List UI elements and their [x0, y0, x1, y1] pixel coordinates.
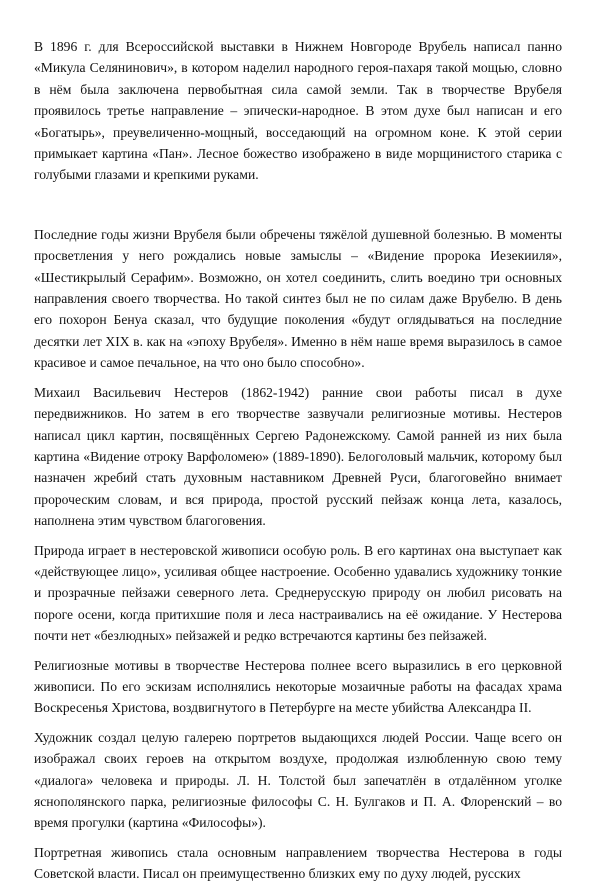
paragraph-nesterov-portraits: Художник создал целую галерею портретов выдающихся людей России. Чаще всего он изображал своих героев на открытом воздухе, продолжая излюбленную свою тему «диалога» человека и природы. Л. Н. Толстой был запечатлён в отдалённом уголке яснополянского парка, религиозные философы С. Н. Булгаков и П. А. Флоренский – во время прогулки (картина «Философы»). — [34, 729, 562, 831]
paragraph-nesterov-nature: Природа играет в нестеровской живописи особую роль. В его картинах она выступает как «действующее лицо», усиливая общее настроение. Особенно удавались художнику тонкие и прозрачные пейзажи северного лета. Среднерусскую природу он любил рисовать на пороге осени, когда притихшие поля и леса настраивались на её ожидание. У Нестерова почти нет «безлюдных» пейзажей и редко встречаются картины без пейзажей. — [34, 542, 562, 644]
paragraph-nesterov-intro: Михаил Васильевич Нестеров (1862-1942) ранние свои работы писал в духе передвижников. Но затем в его творчестве зазвучали религиозные мотивы. Нестеров написал цикл картин, посвящённых Сергею Радонежскому. Самой ранней из них была картина «Видение отроку Варфоломею» (1889-1890). Белоголовый мальчик, которому был назначен жребий стать духовным наставником Древней Руси, благоговейно внимает пророческим словам, и вся природа, простой русский пейзаж конца лета, казалось, наполнена этим чувством благоговения. — [34, 384, 562, 529]
paragraph-vrubel-last-years: Последние годы жизни Врубеля были обречены тяжёлой душевной болезнью. В моменты просветления у него рождались новые замыслы – «Видение пророка Иезекииля», «Шестикрылый Серафим». Возможно, он хотел соединить, слить воедино три основных направления своего творчества. Но такой синтез был не по силам даже Врубелю. В день его похорон Бенуа сказал, что будущие поколения «будут оглядываться на последние десятки лет XIX в. как на «эпоху Врубеля». Именно в нём наше время выразилось в самое красивое и самое печальное, на что оно было способно». — [34, 226, 562, 371]
paragraph-nesterov-religious: Религиозные мотивы в творчестве Нестерова полнее всего выразились в его церковной живописи. По его эскизам исполнялись некоторые мозаичные работы на фасадах храма Воскресенья Христова, воздвигнутого в Петербурге на месте убийства Александра II. — [34, 657, 562, 716]
document-page — [34, 36, 562, 893]
paragraph-vrubel-epic: В 1896 г. для Всероссийской выставки в Нижнем Новгороде Врубель написал панно «Микула Селянинович», в котором наделил народного героя-пахаря такой мощью, словно в нём была заключена первобытная сила самой земли. Так в творчестве Врубеля проявилось третье направление – эпически-народное. В этом духе был написан и его «Богатырь», преувеличенно-мощный, восседающий на огромном коне. К этой серии примыкает картина «Пан». Лесное божество изображено в виде морщинистого старика с голубыми глазами и крепкими руками. — [34, 39, 562, 183]
paragraph-nesterov-soviet: Портретная живопись стала основным направлением творчества Нестерова в годы Советской власти. Писал он преимущественно близких ему по духу людей, русских — [34, 844, 562, 882]
